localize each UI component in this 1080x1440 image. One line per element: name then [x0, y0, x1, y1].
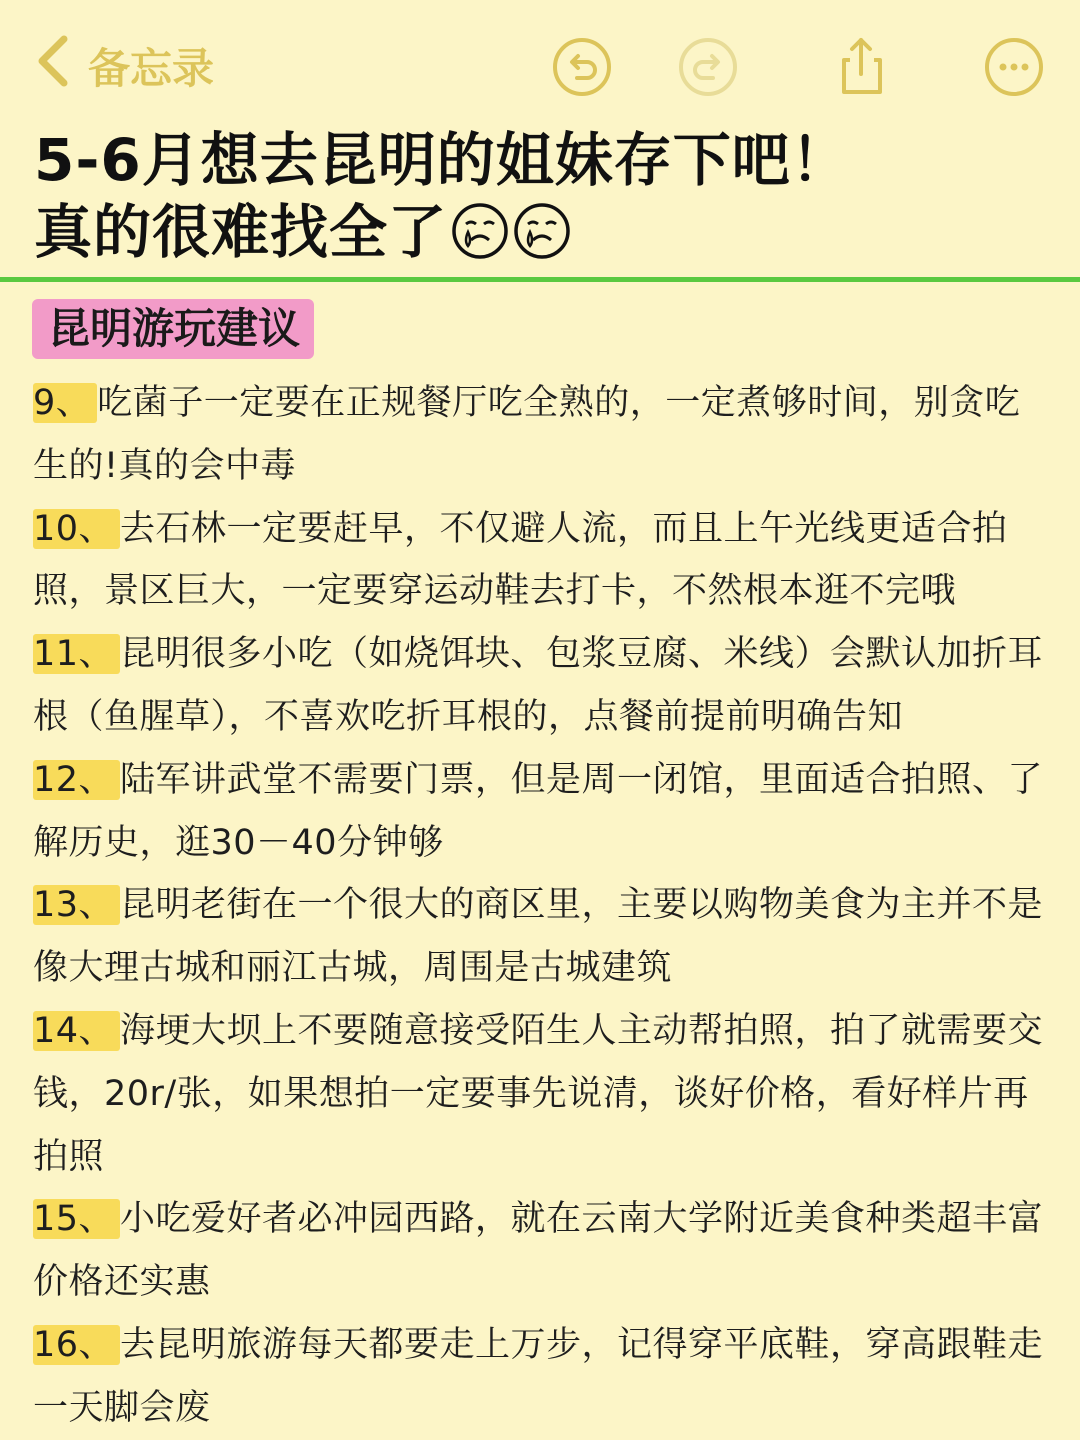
section-heading: 昆明游玩建议	[32, 299, 314, 359]
item-text: 去石林一定要赶早，不仅避人流，而且上午光线更适合拍照，景区巨大，一定要穿运动鞋去打卡，不然根本逛不完哦	[33, 508, 1008, 612]
list-item	[33, 498, 1053, 624]
title-line-2-wrap	[34, 196, 1054, 268]
chevron-left-icon	[34, 33, 74, 99]
list-item	[33, 874, 1053, 1000]
title-divider	[0, 277, 1080, 282]
list-item	[33, 372, 1053, 498]
list-item	[33, 623, 1053, 749]
item-number: 9、	[33, 383, 97, 423]
crying-face-icon	[451, 202, 509, 260]
item-number: 11、	[33, 634, 120, 674]
list-item	[33, 1188, 1053, 1314]
title-line-2: 真的很难找全了	[34, 198, 448, 266]
item-number: 15、	[33, 1199, 120, 1239]
item-number: 14、	[33, 1011, 120, 1051]
list-item	[33, 1000, 1053, 1188]
item-text: 去昆明旅游每天都要走上万步，记得穿平底鞋，穿高跟鞋走一天脚会废	[33, 1324, 1044, 1428]
redo-icon[interactable]	[677, 36, 739, 98]
list-item	[33, 1314, 1053, 1440]
item-number: 13、	[33, 885, 120, 925]
item-number: 16、	[33, 1325, 120, 1365]
item-text: 小吃爱好者必冲园西路，就在云南大学附近美食种类超丰富价格还实惠	[33, 1199, 1044, 1303]
item-text: 海埂大坝上不要随意接受陌生人主动帮拍照，拍了就需要交钱，20r/张，如果想拍一定要事先说清，谈好价格，看好样片再拍照	[33, 1010, 1044, 1177]
item-text: 吃菌子一定要在正规餐厅吃全熟的，一定煮够时间，别贪吃生的!真的会中毒	[33, 383, 1021, 486]
item-number: 12、	[33, 760, 120, 800]
item-number: 10、	[33, 509, 120, 549]
back-label: 备忘录	[88, 44, 215, 93]
share-icon[interactable]	[830, 36, 892, 98]
item-text: 昆明老街在一个很大的商区里，主要以购物美食为主并不是像大理古城和丽江古城，周围是古城建筑	[33, 885, 1044, 989]
note-title	[34, 124, 1054, 268]
title-line-1: 5-6月想去昆明的姐妹存下吧！	[34, 126, 850, 194]
more-icon[interactable]	[983, 36, 1045, 98]
back-button[interactable]	[34, 34, 214, 98]
tips-list	[33, 372, 1053, 1440]
crying-face-icon	[513, 202, 571, 260]
item-text: 陆军讲武堂不需要门票，但是周一闭馆，里面适合拍照、了解历史，逛30－40分钟够	[33, 759, 1044, 863]
list-item	[33, 749, 1053, 875]
item-text: 昆明很多小吃（如烧饵块、包浆豆腐、米线）会默认加折耳根（鱼腥草），不喜欢吃折耳根的，点餐前提前明确告知	[33, 634, 1044, 737]
undo-icon[interactable]	[551, 36, 613, 98]
navigation-bar	[0, 0, 1080, 120]
